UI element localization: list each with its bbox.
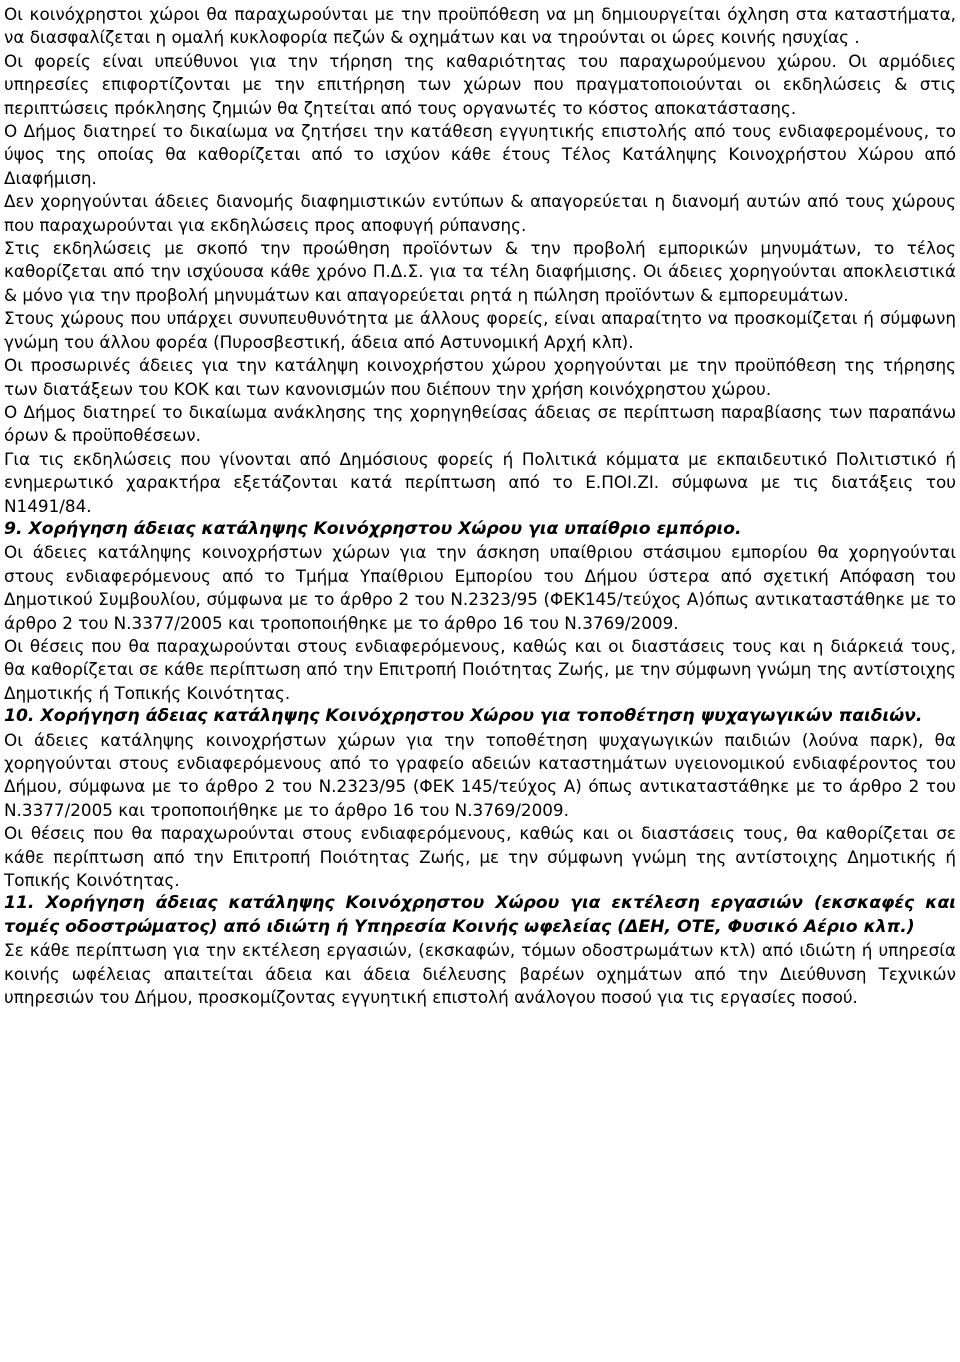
- section-heading-9: [4, 518, 956, 541]
- paragraph-temporary-permits: Οι προσωρινές άδειες για την κατάληψη κοινοχρήστου χώρου χορηγούνται με την προϋπόθεση της τήρησης των διατάξεων του ΚΟΚ και των κανονισμών που διέπουν την χρήση κοινόχρηστου χώρου.: [4, 355, 956, 399]
- paragraph-joint-responsibility: Στους χώρους που υπάρχει συνυπευθυνότητα με άλλους φορείς, είναι απαραίτητο να προσκομίζεται ή σύμφωνη γνώμη του άλλου φορέα (Πυροσβεστική, άδεια από Αστυνομική Αρχή κλπ).: [4, 308, 956, 352]
- paragraph-outdoor-trade-positions: Οι θέσεις που θα παραχωρούνται στους ενδιαφερόμενους, καθώς και οι διαστάσεις τους και η διάρκειά τους, θα καθορίζεται σε κάθε περίπτωση από την Επιτροπή Ποιότητας Ζωής, με την σύμφωνη γνώμη της αντίστοιχης Δημοτικής ή Τοπικής Κοινότητας.: [4, 635, 956, 703]
- paragraph-common-spaces-conditions: Οι κοινόχρηστοι χώροι θα παραχωρούνται με την προϋπόθεση να μη δημιουργείται όχληση στα καταστήματα, να διασφαλίζεται η ομαλή κυκλοφορία πεζών & οχημάτων και να τηρούνται οι ώρες κοινής ησυχίας .: [4, 4, 956, 48]
- paragraph-excavation-works: Σε κάθε περίπτωση για την εκτέλεση εργασιών, (εκσκαφών, τόμων οδοστρωμάτων κτλ) από ιδιώτη ή υπηρεσία κοινής ωφέλειας απαιτείται άδεια και άδεια διέλευσης βαρέων οχημάτων από την Διεύθυνση Τεχνικών υπηρεσιών του Δήμου, προσκομίζοντας εγγυητική επιστολή ανάλογου ποσού για τις εργασίες ποσού.: [4, 940, 956, 1008]
- section-heading-11: [4, 892, 956, 939]
- section-number: 11.: [4, 893, 35, 914]
- paragraph-amusement-park-positions: Οι θέσεις που θα παραχωρούνται στους ενδιαφερόμενους, καθώς και οι διαστάσεις τους, θα καθορίζεται σε κάθε περίπτωση από την Επιτροπή Ποιότητας Ζωής, με την σύμφωνη γνώμη της αντίστοιχης Δημοτικής ή Τοπικής Κοινότητας.: [4, 823, 956, 891]
- section-heading-10: [4, 705, 956, 728]
- paragraph-permit-revocation: Ο Δήμος διατηρεί το δικαίωμα ανάκλησης της χορηγηθείσας άδειας σε περίπτωση παραβίασης των παραπάνω όρων & προϋποθέσεων.: [4, 401, 956, 446]
- section-title: Χορήγηση άδειας κατάληψης Κοινόχρηστου Χώρου για εκτέλεση εργασιών (εκσκαφές και τομές οδοστρώματος) από ιδιώτη ή Υπηρεσία Κοινής ωφελείας (ΔΕΗ, ΟΤΕ, Φυσικό Αέριο κλπ.): [4, 893, 956, 937]
- section-number: 10.: [4, 706, 35, 727]
- paragraph-cleanliness-responsibility: Οι φορείς είναι υπεύθυνοι για την τήρηση της καθαριότητας του παραχωρούμενου χώρου. Οι αρμόδιες υπηρεσίες επιφορτίζονται με την επιτήρηση των χώρων που πραγματοποιούνται οι εκδηλώσεις & στις περιπτώσεις πρόκλησης ζημιών θα ζητείται από τους οργανωτές το κόστος αποκατάστασης.: [4, 50, 956, 118]
- section-title: Χορήγηση άδειας κατάληψης Κοινόχρηστου Χώρου για τοποθέτηση ψυχαγωγικών παιδιών.: [34, 706, 923, 727]
- paragraph-outdoor-trade-permits: Οι άδειες κατάληψης κοινοχρήστων χώρων για την άσκηση υπαίθριου στάσιμου εμπορίου θα χορηγούνται στους ενδιαφερόμενους από το Τμήμα Υπαίθριου Εμπορίου του Δήμου ύστερα από σχετική Απόφαση του Δημοτικού Συμβουλίου, σύμφωνα με το άρθρο 2 του Ν.2323/95 (ΦΕΚ145/τεύχος Α)όπως αντικαταστάθηκε με το άρθρο 2 του Ν.3377/2005 και τροποποιήθηκε με το άρθρο 16 του Ν.3769/2009.: [4, 542, 956, 633]
- paragraph-product-promotion: Στις εκδηλώσεις με σκοπό την προώθηση προϊόντων & την προβολή εμπορικών μηνυμάτων, το τέλος καθορίζεται από την ισχύουσα κάθε χρόνο Π.Δ.Σ. για τα τέλη διαφήμισης. Οι άδειες χορηγούνται αποκλειστικά & μόνο για την προβολή μηνυμάτων και απαγορεύεται ρητά η πώληση προϊόντων & εμπορευμάτων.: [4, 238, 956, 305]
- section-number: 9.: [4, 518, 23, 539]
- paragraph-leaflet-distribution: Δεν χορηγούνται άδειες διανομής διαφημιστικών εντύπων & απαγορεύεται η διανομή αυτών από τους χώρους που παραχωρούνται για εκδηλώσεις προς αποφυγή ρύπανσης.: [4, 191, 956, 235]
- section-title: Χορήγηση άδειας κατάληψης Κοινόχρηστου Χώρου για υπαίθριο εμπόριο.: [22, 518, 742, 539]
- paragraph-guarantee-letter: Ο Δήμος διατηρεί το δικαίωμα να ζητήσει την κατάθεση εγγυητικής επιστολής από τους ενδιαφερομένους, το ύψος της οποίας θα καθορίζεται από το ισχύον κάθε έτους Τέλος Κατάληψης Κοινοχρήστου Χώρου από Διαφήμιση.: [4, 121, 956, 188]
- paragraph-amusement-park-permits: Οι άδειες κατάληψης κοινοχρήστων χώρων για την τοποθέτηση ψυχαγωγικών παιδιών (λούνα παρκ), θα χορηγούνται στους ενδιαφερόμενους από το γραφείο αδειών καταστημάτων υγειονομικού ενδιαφέροντος του Δήμου, σύμφωνα με το άρθρο 2 του Ν.2323/95 (ΦΕΚ 145/τεύχος Α) όπως αντικαταστάθηκε με το άρθρο 2 του Ν.3377/2005 και τροποποιήθηκε με το άρθρο 16 του Ν.3769/2009.: [4, 729, 956, 820]
- paragraph-public-bodies-events: Για τις εκδηλώσεις που γίνονται από Δημόσιους φορείς ή Πολιτικά κόμματα με εκπαιδευτικό Πολιτιστικό ή ενημερωτικό χαρακτήρα εξετάζονται κατά περίπτωση από το Ε.ΠΟΙ.ΖΙ. σύμφωνα με τις διατάξεις του Ν1491/84.: [4, 448, 956, 516]
